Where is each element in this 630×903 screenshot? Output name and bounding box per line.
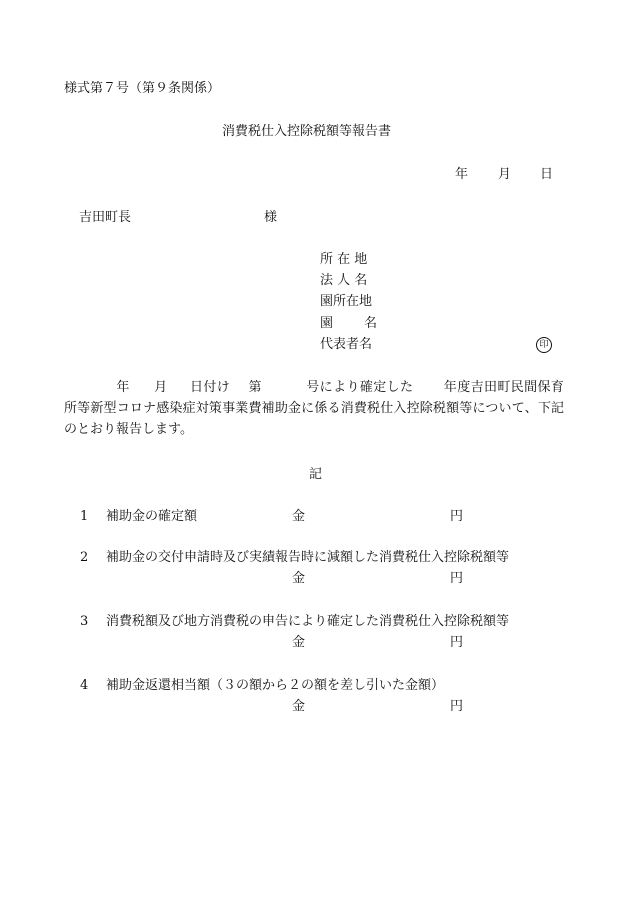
recipient-name: 吉田町長	[79, 210, 132, 225]
item-3-num: 3	[80, 614, 89, 629]
item-4-label: 補助金返還相当額（３の額から２の額を差し引いた金額）	[106, 678, 445, 693]
recipient-honorific: 様	[264, 210, 278, 225]
body-dai: 第	[248, 380, 262, 395]
item-2-yen: 円	[450, 571, 464, 586]
item-3-kin: 金	[292, 635, 306, 650]
body-year: 年	[116, 380, 130, 395]
item-3-label: 消費税額及び地方消費税の申告により確定した消費税仕入控除税額等	[106, 614, 510, 629]
date-year: 年	[455, 167, 469, 182]
representative-label: 代表者名	[320, 337, 373, 352]
ki-heading: 記	[309, 467, 323, 482]
item-4-kin: 金	[292, 699, 306, 714]
item-2-kin: 金	[292, 571, 306, 586]
form-number: 様式第７号（第９条関係）	[64, 81, 221, 96]
seal-mark: 印	[536, 337, 552, 353]
body-fiscal: 年度吉田町民間保育所等新型コロナ感染症対策事業費補助金に係る消費税仕入控除税額等について、下記のとおり報告します。	[64, 380, 564, 437]
item-1-num: 1	[80, 509, 89, 524]
report-paragraph	[64, 377, 564, 440]
facility-name-label-a: 園	[320, 316, 334, 331]
date-month: 月	[498, 167, 512, 182]
item-1-kin: 金	[292, 509, 306, 524]
item-3-yen: 円	[450, 635, 464, 650]
corp-name-label: 法 人 名	[320, 273, 368, 288]
item-4-num: 4	[80, 678, 89, 693]
item-2-label: 補助金の交付申請時及び実績報告時に減額した消費税仕入控除税額等	[106, 550, 510, 565]
body-date-suffix: 日付け	[189, 380, 231, 395]
facility-address-label: 園所在地	[320, 294, 373, 309]
facility-name-label-b: 名	[364, 316, 378, 331]
item-1-label: 補助金の確定額	[106, 509, 198, 524]
date-day: 日	[540, 167, 554, 182]
item-4-yen: 円	[450, 699, 464, 714]
item-2-num: 2	[80, 550, 89, 565]
body-go: 号により確定した	[305, 380, 414, 395]
body-month: 月	[153, 380, 168, 395]
page-title: 消費税仕入控除税額等報告書	[222, 124, 392, 139]
item-1-yen: 円	[450, 509, 464, 524]
address-label: 所 在 地	[320, 252, 368, 267]
